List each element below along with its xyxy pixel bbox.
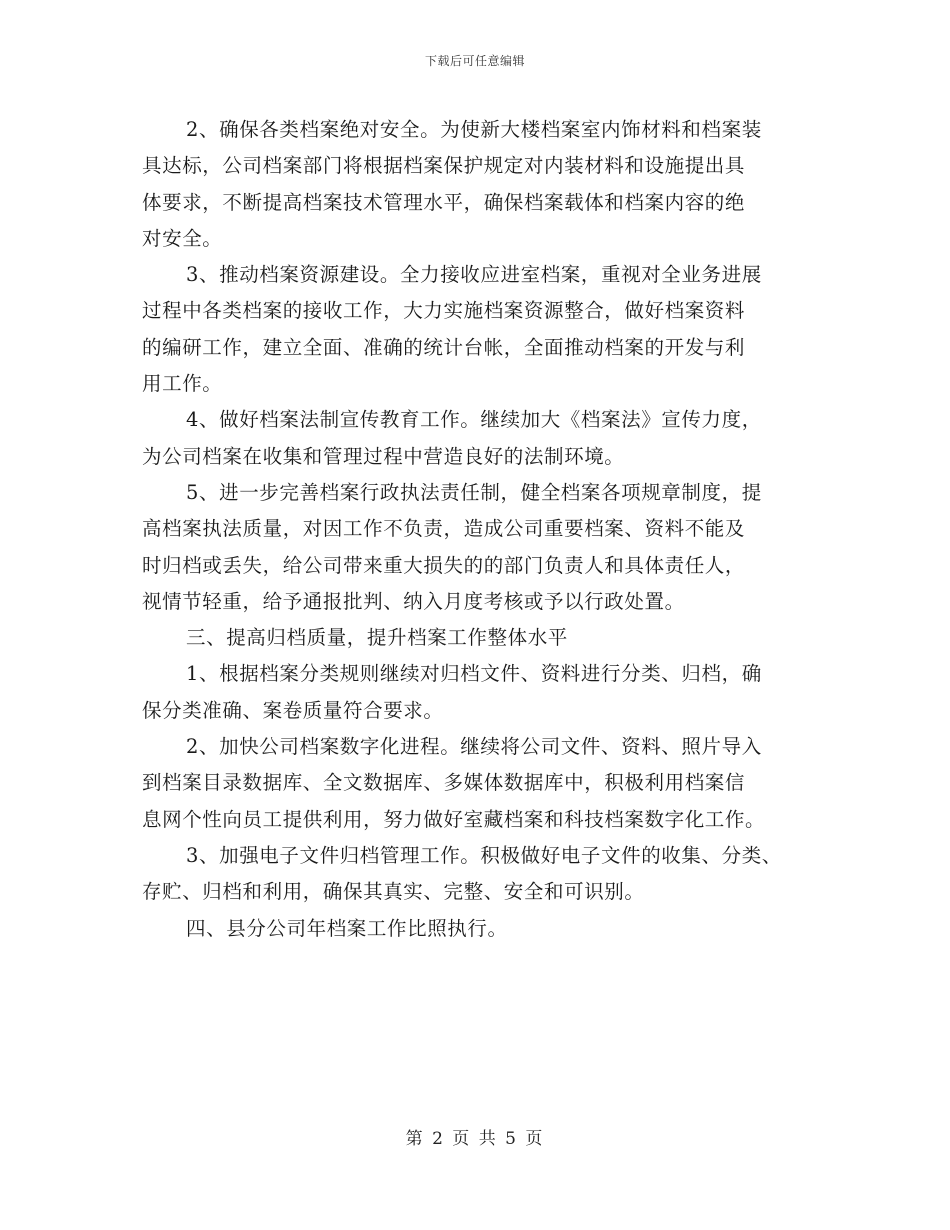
text-line: 3、加强电子文件归档管理工作。积极做好电子文件的收集、分类、 [186, 843, 782, 867]
paragraph [142, 729, 832, 838]
text-line: 的编研工作，建立全面、准确的统计台帐，全面推动档案的开发与利 [142, 335, 746, 359]
document-body [142, 112, 832, 947]
text-line: 4、做好档案法制宣传教育工作。继续加大《档案法》宣传力度， [186, 408, 762, 432]
text-line: 息网个性向员工提供利用，努力做好室藏档案和科技档案数字化工作。 [142, 807, 766, 831]
paragraph [142, 656, 832, 729]
paragraph [142, 620, 832, 656]
text-line: 存贮、归档和利用，确保其真实、完整、安全和可识别。 [142, 880, 645, 904]
paragraph [142, 911, 832, 947]
text-line: 用工作。 [142, 372, 223, 396]
text-line: 1、根据档案分类规则继续对归档文件、资料进行分类、归档，确 [186, 662, 762, 686]
page-number: 第 2 页 共 5 页 [405, 1129, 545, 1149]
text-line: 2、确保各类档案绝对安全。为使新大楼档案室内饰材料和档案装 [186, 118, 762, 141]
text-line: 2、加快公司档案数字化进程。继续将公司文件、资料、照片导入 [186, 735, 762, 759]
text-line: 体要求，不断提高档案技术管理水平，确保档案载体和档案内容的绝 [142, 190, 746, 214]
text-line: 到档案目录数据库、全文数据库、多媒体数据库中，积极利用档案信 [142, 771, 746, 795]
text-line: 为公司档案在收集和管理过程中营造良好的法制环境。 [142, 444, 625, 468]
text-line: 三、提高归档质量，提升档案工作整体水平 [186, 626, 568, 650]
paragraph [142, 475, 832, 620]
paragraph [142, 402, 832, 475]
text-line: 对安全。 [142, 226, 223, 250]
text-line: 过程中各类档案的接收工作，大力实施档案资源整合，做好档案资料 [142, 299, 746, 323]
text-line: 具达标，公司档案部门将根据档案保护规定对内装材料和设施提出具 [142, 154, 746, 178]
text-line: 四、县分公司年档案工作比照执行。 [186, 916, 508, 940]
paragraph [142, 257, 832, 402]
text-line: 保分类准确、案卷质量符合要求。 [142, 698, 444, 722]
text-line: 时归档或丢失，给公司带来重大损失的的部门负责人和具体责任人， [142, 553, 746, 577]
page-header: 下载后可任意编辑 [424, 54, 525, 68]
text-line: 3、推动档案资源建设。全力接收应进室档案，重视对全业务进展 [186, 263, 762, 287]
text-line: 5、进一步完善档案行政执法责任制，健全档案各项规章制度，提 [186, 480, 762, 504]
paragraph [142, 112, 832, 257]
text-line: 高档案执法质量，对因工作不负责，造成公司重要档案、资料不能及 [142, 517, 746, 541]
paragraph [142, 838, 832, 911]
text-line: 视情节轻重，给予通报批判、纳入月度考核或予以行政处置。 [142, 589, 685, 613]
